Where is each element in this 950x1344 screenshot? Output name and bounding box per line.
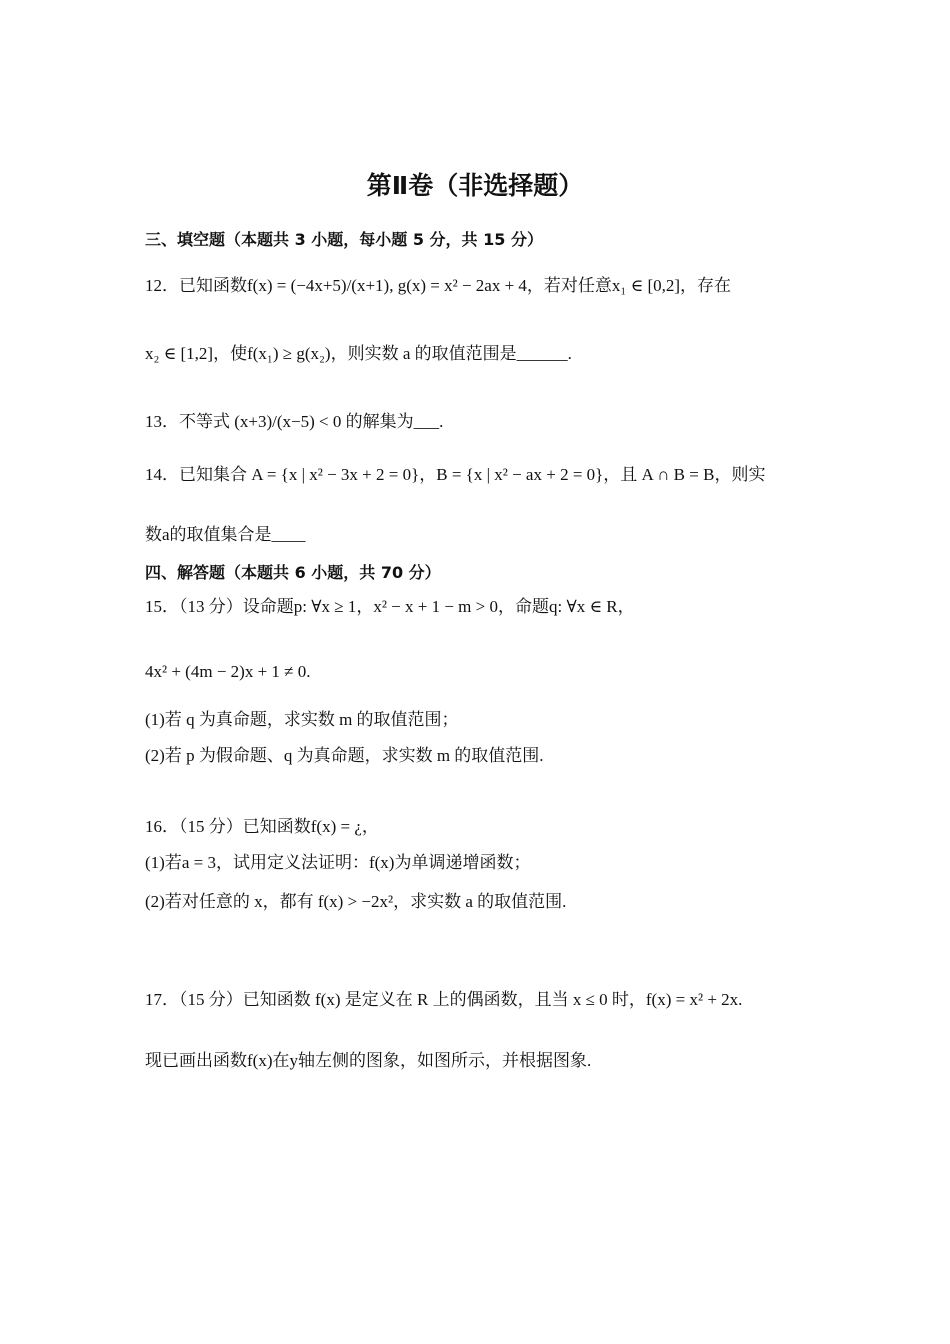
- question-15-part-2: (2)若 p 为假命题、q 为真命题，求实数 m 的取值范围.: [145, 746, 544, 765]
- fill-blank-section-heading: 三、填空题（本题共 3 小题，每小题 5 分，共 15 分）: [145, 230, 543, 249]
- question-15-part-1: (1)若 q 为真命题，求实数 m 的取值范围；: [145, 710, 459, 729]
- question-12-line-2: x₂ ∈ [1,2]，使f(x₁) ≥ g(x₂)，则实数 a 的取值范围是______.: [145, 344, 572, 363]
- question-15-line-2: 4x² + (4m − 2)x + 1 ≠ 0.: [145, 662, 311, 681]
- question-17-line-1: 17．（15 分）已知函数 f(x) 是定义在 R 上的偶函数，且当 x ≤ 0 时，f(x) = x² + 2x.: [145, 990, 743, 1009]
- question-15-line-1: 15．（13 分）设命题p: ∀x ≥ 1，x² − x + 1 − m > 0，命题q: ∀x ∈ R，: [145, 597, 635, 616]
- question-16-part-1: (1)若a = 3，试用定义法证明：f(x)为单调递增函数；: [145, 853, 531, 872]
- question-16-part-2: (2)若对任意的 x，都有 f(x) > −2x²，求实数 a 的取值范围.: [145, 892, 567, 911]
- question-17-line-2: 现已画出函数f(x)在y轴左侧的图象，如图所示，并根据图象.: [145, 1051, 592, 1070]
- question-16-line-1: 16．（15 分）已知函数f(x) = ¿，: [145, 817, 379, 836]
- question-14-line-2: 数a的取值集合是____: [145, 525, 306, 544]
- answer-section-heading: 四、解答题（本题共 6 小题，共 70 分）: [145, 563, 441, 582]
- page-title: 第Ⅱ卷（非选择题）: [366, 171, 584, 200]
- question-13-line-1: 13．不等式 (x+3)/(x−5) < 0 的解集为___.: [145, 412, 444, 431]
- question-14-line-1: 14．已知集合 A = {x | x² − 3x + 2 = 0}，B = {x | x² − ax + 2 = 0}，且 A ∩ B = B，则实: [145, 465, 766, 484]
- question-12-line-1: 12．已知函数f(x) = (−4x+5)/(x+1), g(x) = x² − 2ax + 4，若对任意x₁ ∈ [0,2]，存在: [145, 276, 732, 295]
